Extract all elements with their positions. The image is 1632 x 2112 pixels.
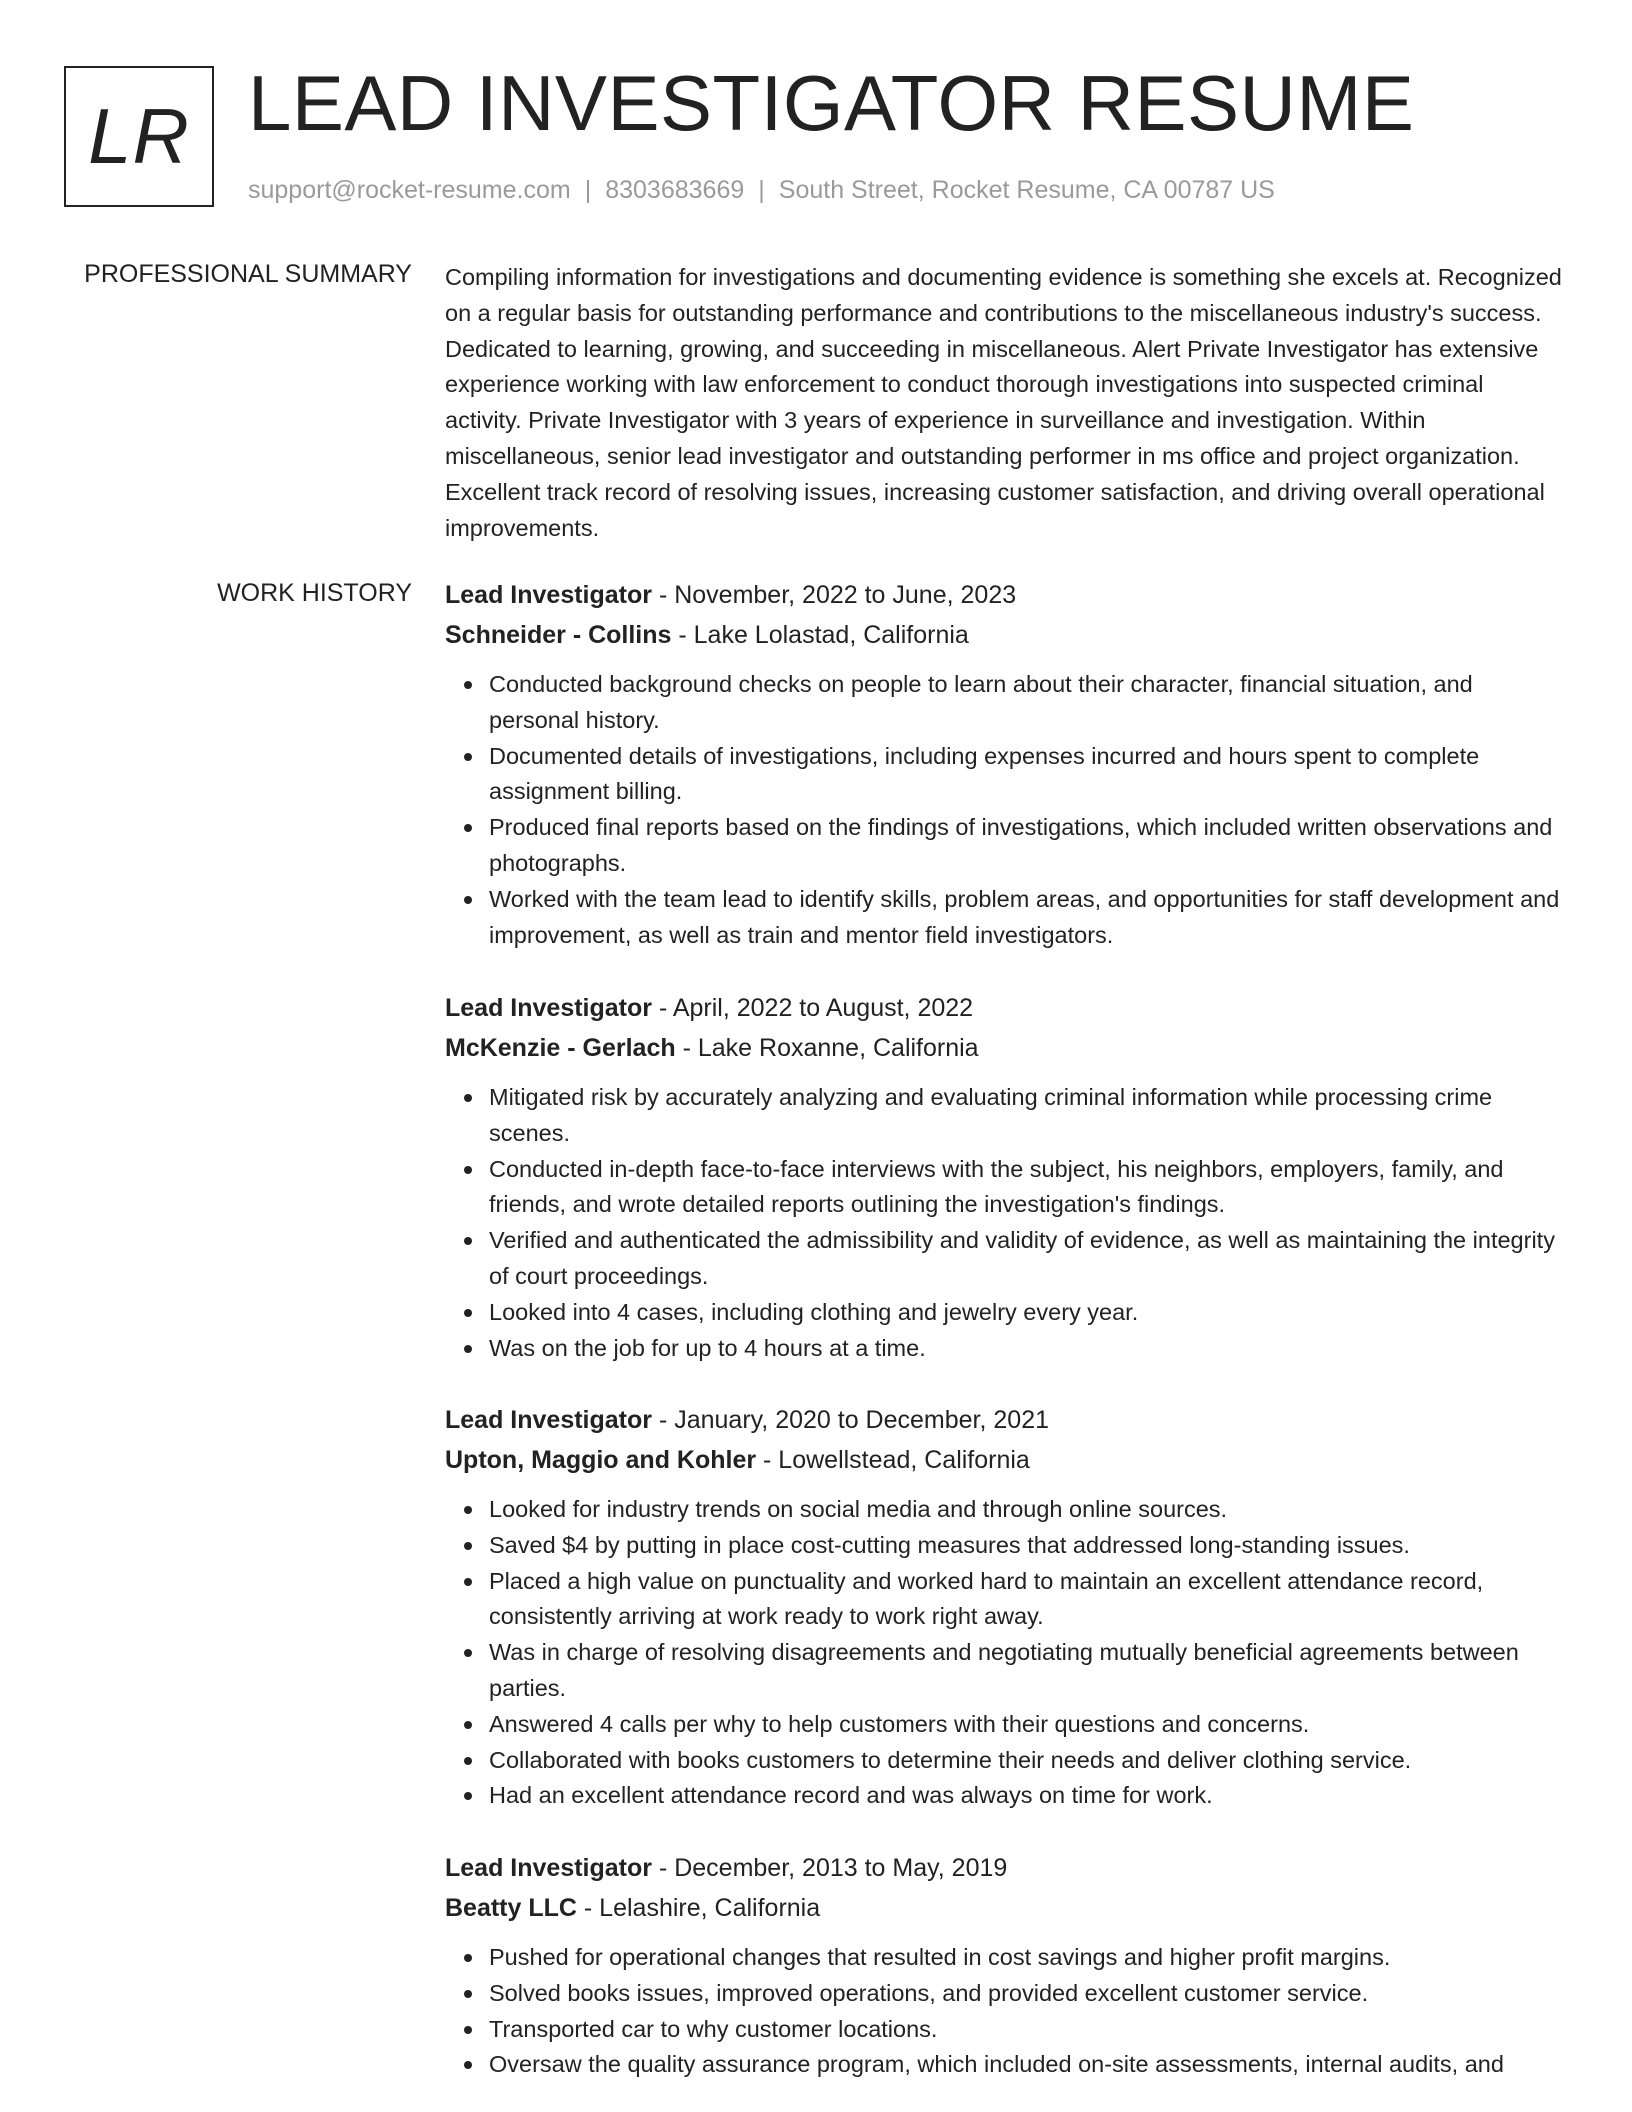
job-bullet-list — [445, 667, 1565, 953]
job-company-line — [445, 1888, 1565, 1928]
contact-separator: | — [584, 176, 592, 204]
job-dates: - April, 2022 to August, 2022 — [652, 994, 974, 1022]
job-company-line — [445, 1028, 1565, 1068]
job-company-line — [445, 615, 1565, 655]
job-bullet: Documented details of investigations, including expenses incurred and hours spent to complete assignment billing. — [489, 739, 1565, 811]
section-label-professional-summary: PROFESSIONAL SUMMARY — [84, 260, 412, 288]
job-bullet-list — [445, 1492, 1565, 1814]
job-company: Schneider - Collins — [445, 621, 672, 649]
job-entry — [445, 1400, 1565, 1814]
job-dates: - December, 2013 to May, 2019 — [652, 1854, 1008, 1882]
job-bullet-list — [445, 1940, 1565, 2083]
job-bullet-list — [445, 1080, 1565, 1366]
job-bullet: Placed a high value on punctuality and worked hard to maintain an excellent attendance record, consistently arriving at work ready to work right away. — [489, 1564, 1565, 1636]
job-bullet: Verified and authenticated the admissibility and validity of evidence, as well as maintaining the integrity of court proceedings. — [489, 1223, 1565, 1295]
job-bullet: Was in charge of resolving disagreements and negotiating mutually beneficial agreements between parties. — [489, 1635, 1565, 1707]
contact-separator: | — [758, 176, 765, 204]
job-company: Beatty LLC — [445, 1894, 577, 1922]
job-bullet: Looked for industry trends on social media and through online sources. — [489, 1492, 1565, 1528]
job-dates: - November, 2022 to June, 2023 — [652, 581, 1017, 609]
job-bullet: Solved books issues, improved operations, and provided excellent customer service. — [489, 1976, 1565, 2012]
job-company-line — [445, 1440, 1565, 1480]
job-entry — [445, 575, 1565, 953]
job-dates: - January, 2020 to December, 2021 — [652, 1406, 1049, 1434]
job-company: Upton, Maggio and Kohler — [445, 1446, 757, 1474]
job-location: - Lowellstead, California — [756, 1446, 1030, 1474]
job-title-line — [445, 1400, 1565, 1440]
job-bullet: Conducted in-depth face-to-face interviews with the subject, his neighbors, employers, family, and friends, and wrote detailed reports outlining the investigation's findings. — [489, 1152, 1565, 1224]
job-company: McKenzie - Gerlach — [445, 1034, 676, 1062]
professional-summary-text: Compiling information for investigations and documenting evidence is something she excels at. Recognized on a regular basis for outstanding performance and contributions to the miscellaneous industry's success. Dedicated to learning, growing, and succeeding in miscellaneous. Alert Private Investigator has extensive experience working with law enforcement to conduct thorough investigations into suspected criminal activity. Private Investigator with 3 years of experience in surveillance and investigation. Within miscellaneous, senior lead investigator and outstanding performer in ms office and project organization. Excellent track record of resolving issues, increasing customer satisfaction, and driving overall operational improvements. — [445, 264, 1562, 541]
job-bullet: Answered 4 calls per why to help customers with their questions and concerns. — [489, 1707, 1565, 1743]
contact-email: support@rocket-resume.com — [248, 176, 571, 204]
contact-phone: 8303683669 — [605, 176, 745, 204]
job-entry — [445, 988, 1565, 1366]
job-bullet: Collaborated with books customers to determine their needs and deliver clothing service. — [489, 1743, 1565, 1779]
job-bullet: Oversaw the quality assurance program, which included on-site assessments, internal audits, and — [489, 2047, 1565, 2083]
job-bullet: Pushed for operational changes that resulted in cost savings and higher profit margins. — [489, 1940, 1565, 1976]
job-bullet: Worked with the team lead to identify skills, problem areas, and opportunities for staff development and improvement, as well as train and mentor field investigators. — [489, 882, 1565, 954]
job-title-line — [445, 575, 1565, 615]
job-bullet: Produced final reports based on the findings of investigations, which included written observations and photographs. — [489, 810, 1565, 882]
section-label-work-history: WORK HISTORY — [217, 579, 412, 607]
job-location: - Lelashire, California — [576, 1894, 821, 1922]
contact-address: South Street, Rocket Resume, CA 00787 US — [778, 176, 1275, 204]
job-entry — [445, 1848, 1565, 2083]
monogram-logo: LR — [64, 66, 214, 207]
job-bullet: Conducted background checks on people to learn about their character, financial situation, and personal history. — [489, 667, 1565, 739]
job-title: Lead Investigator — [445, 581, 652, 609]
job-location: - Lake Roxanne, California — [675, 1034, 979, 1062]
job-bullet: Saved $4 by putting in place cost-cutting measures that addressed long-standing issues. — [489, 1528, 1565, 1564]
job-location: - Lake Lolastad, California — [671, 621, 969, 649]
job-bullet: Transported car to why customer locations. — [489, 2012, 1565, 2048]
contact-line — [248, 174, 1275, 206]
page-title: LEAD INVESTIGATOR RESUME — [248, 59, 1415, 147]
job-title-line — [445, 988, 1565, 1028]
job-title: Lead Investigator — [445, 994, 652, 1022]
job-bullet: Mitigated risk by accurately analyzing and evaluating criminal information while processing crime scenes. — [489, 1080, 1565, 1152]
job-bullet: Was on the job for up to 4 hours at a time. — [489, 1331, 1565, 1367]
job-title-line — [445, 1848, 1565, 1888]
job-title: Lead Investigator — [445, 1406, 652, 1434]
job-bullet: Looked into 4 cases, including clothing and jewelry every year. — [489, 1295, 1565, 1331]
job-title: Lead Investigator — [445, 1854, 652, 1882]
job-bullet: Had an excellent attendance record and was always on time for work. — [489, 1778, 1565, 1814]
